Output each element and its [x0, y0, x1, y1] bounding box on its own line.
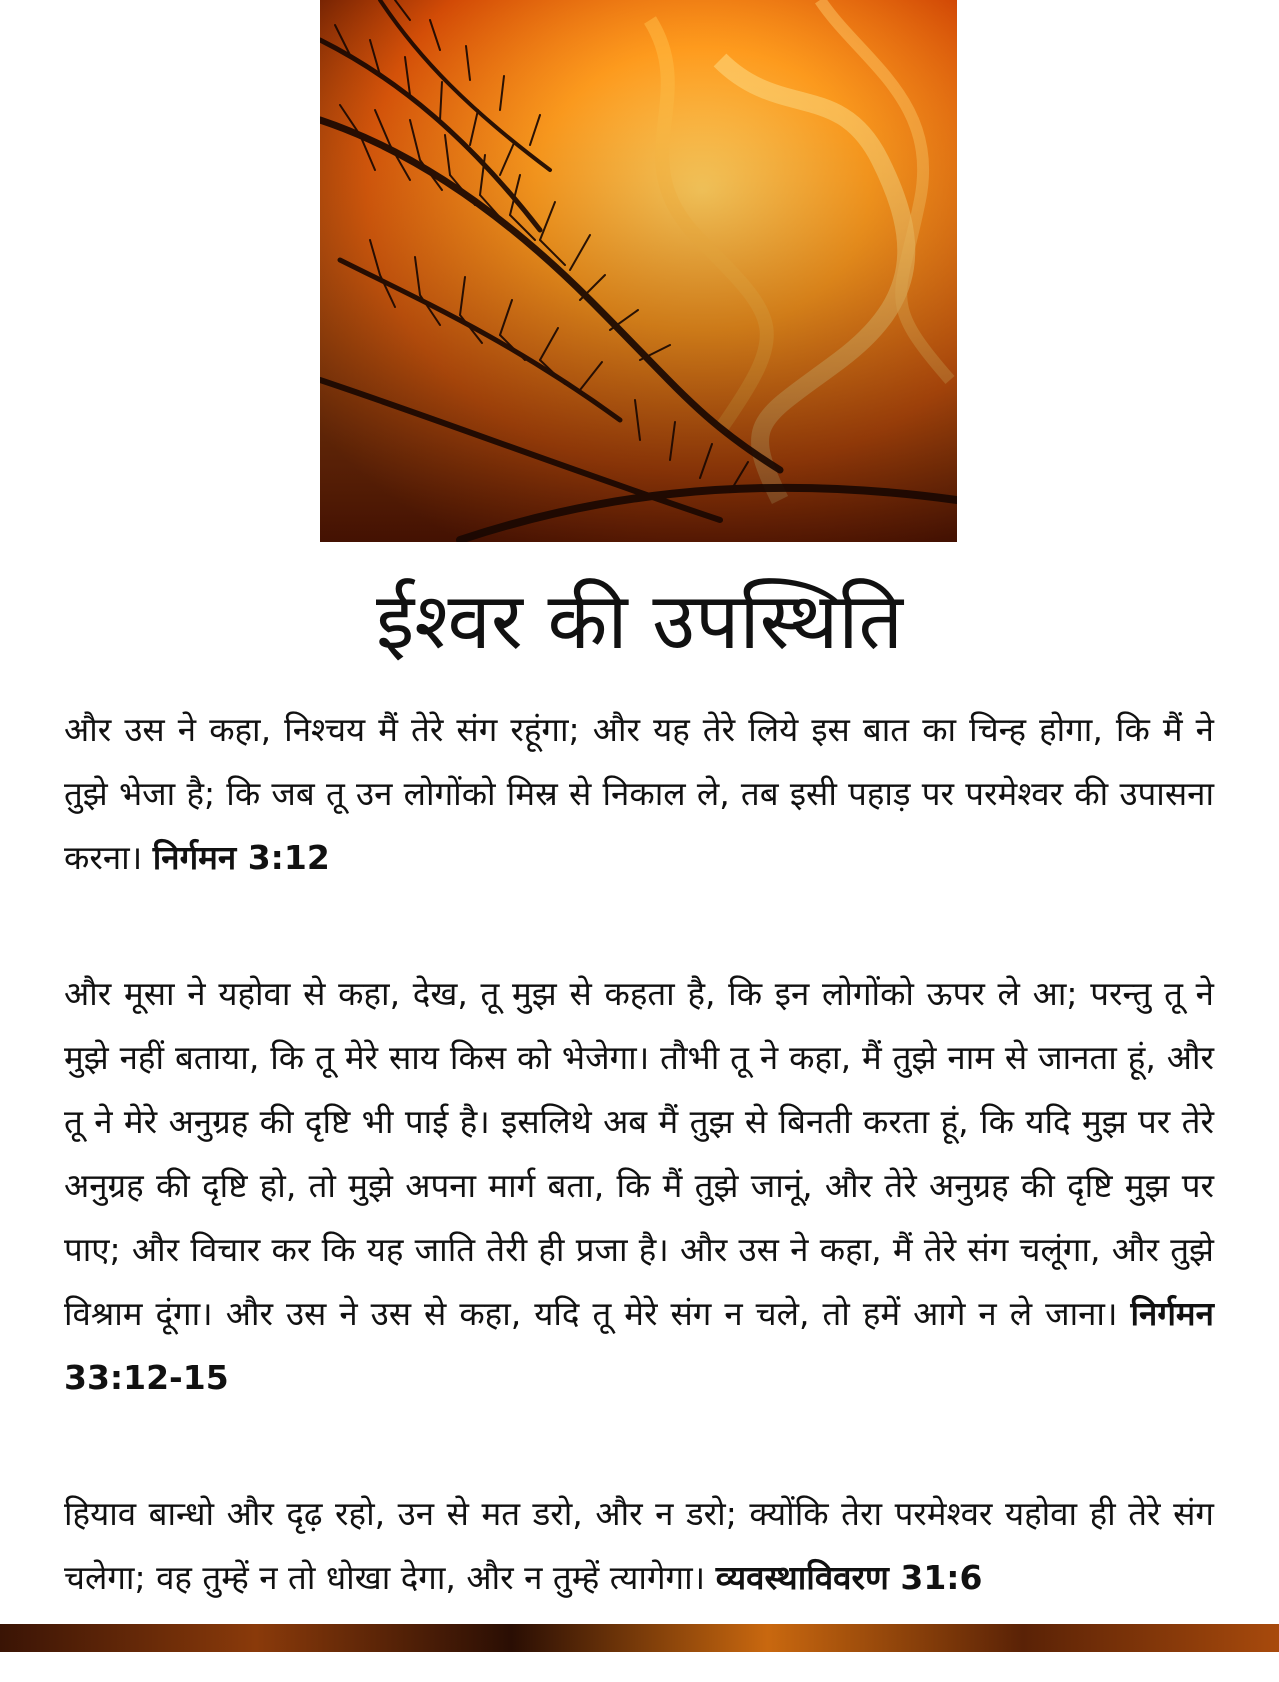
hero-fire-image — [320, 0, 957, 542]
verse-paragraph — [64, 1482, 1214, 1610]
verse-reference: निर्गमन 3:12 — [152, 838, 330, 877]
fire-illustration — [320, 0, 957, 542]
verses-section — [64, 698, 1214, 1682]
verse-reference: व्यवस्थाविवरण 31:6 — [715, 1558, 983, 1597]
page-title: ईश्वर की उपस्थिति — [376, 577, 903, 667]
verse-text: हियाव बान्धो और दृढ़ रहो, उन से मत डरो, और न डरो; क्योंकि तेरा परमेश्वर यहोवा ही तेरे संग चलेगा; वह तुम्हें न तो धोखा देगा, और न तुम्हें त्यागेगा। — [64, 1494, 1214, 1597]
verse-paragraph — [64, 698, 1214, 890]
footer-fire-illustration — [0, 1624, 1279, 1652]
verse-text: और उस ने कहा, निश्चय मैं तेरे संग रहूंगा; और यह तेरे लिये इस बात का चिन्ह होगा, कि मैं ने तुझे भेजा है; कि जब तू उन लोगोंको मिस्र से निकाल ले, तब इसी पहाड़ पर परमेश्वर की उपासना करना। — [64, 710, 1214, 877]
footer-fire-strip — [0, 1624, 1279, 1652]
verse-text: और मूसा ने यहोवा से कहा, देख, तू मुझ से कहता है, कि इन लोगोंको ऊपर ले आ; परन्तु तू ने मुझे नहीं बताया, कि तू मेरे साय किस को भेजेगा। तौभी तू ने कहा, मैं तुझे नाम से जानता हूं, और तू ने मेरे अनुग्रह की दृष्टि भी पाई है। इसलिथे अब मैं तुझ से बिनती करता हूं, कि यदि मुझ पर तेरे अनुग्रह की दृष्टि हो, तो मुझे अपना मार्ग बता, कि मैं तुझे जानूं, और तेरे अनुग्रह की दृष्टि मुझ पर पाए; और विचार कर कि यह जाति तेरी ही प्रजा है। और उस ने कहा, मैं तेरे संग चलूंगा, और तुझे विश्राम दूंगा। और उस ने उस से कहा, यदि तू मेरे संग न चले, तो हमें आगे न ले जाना। — [64, 974, 1214, 1333]
verse-reference: निर्गमन 33:12-15 — [64, 1294, 1214, 1397]
verse-paragraph — [64, 962, 1214, 1410]
